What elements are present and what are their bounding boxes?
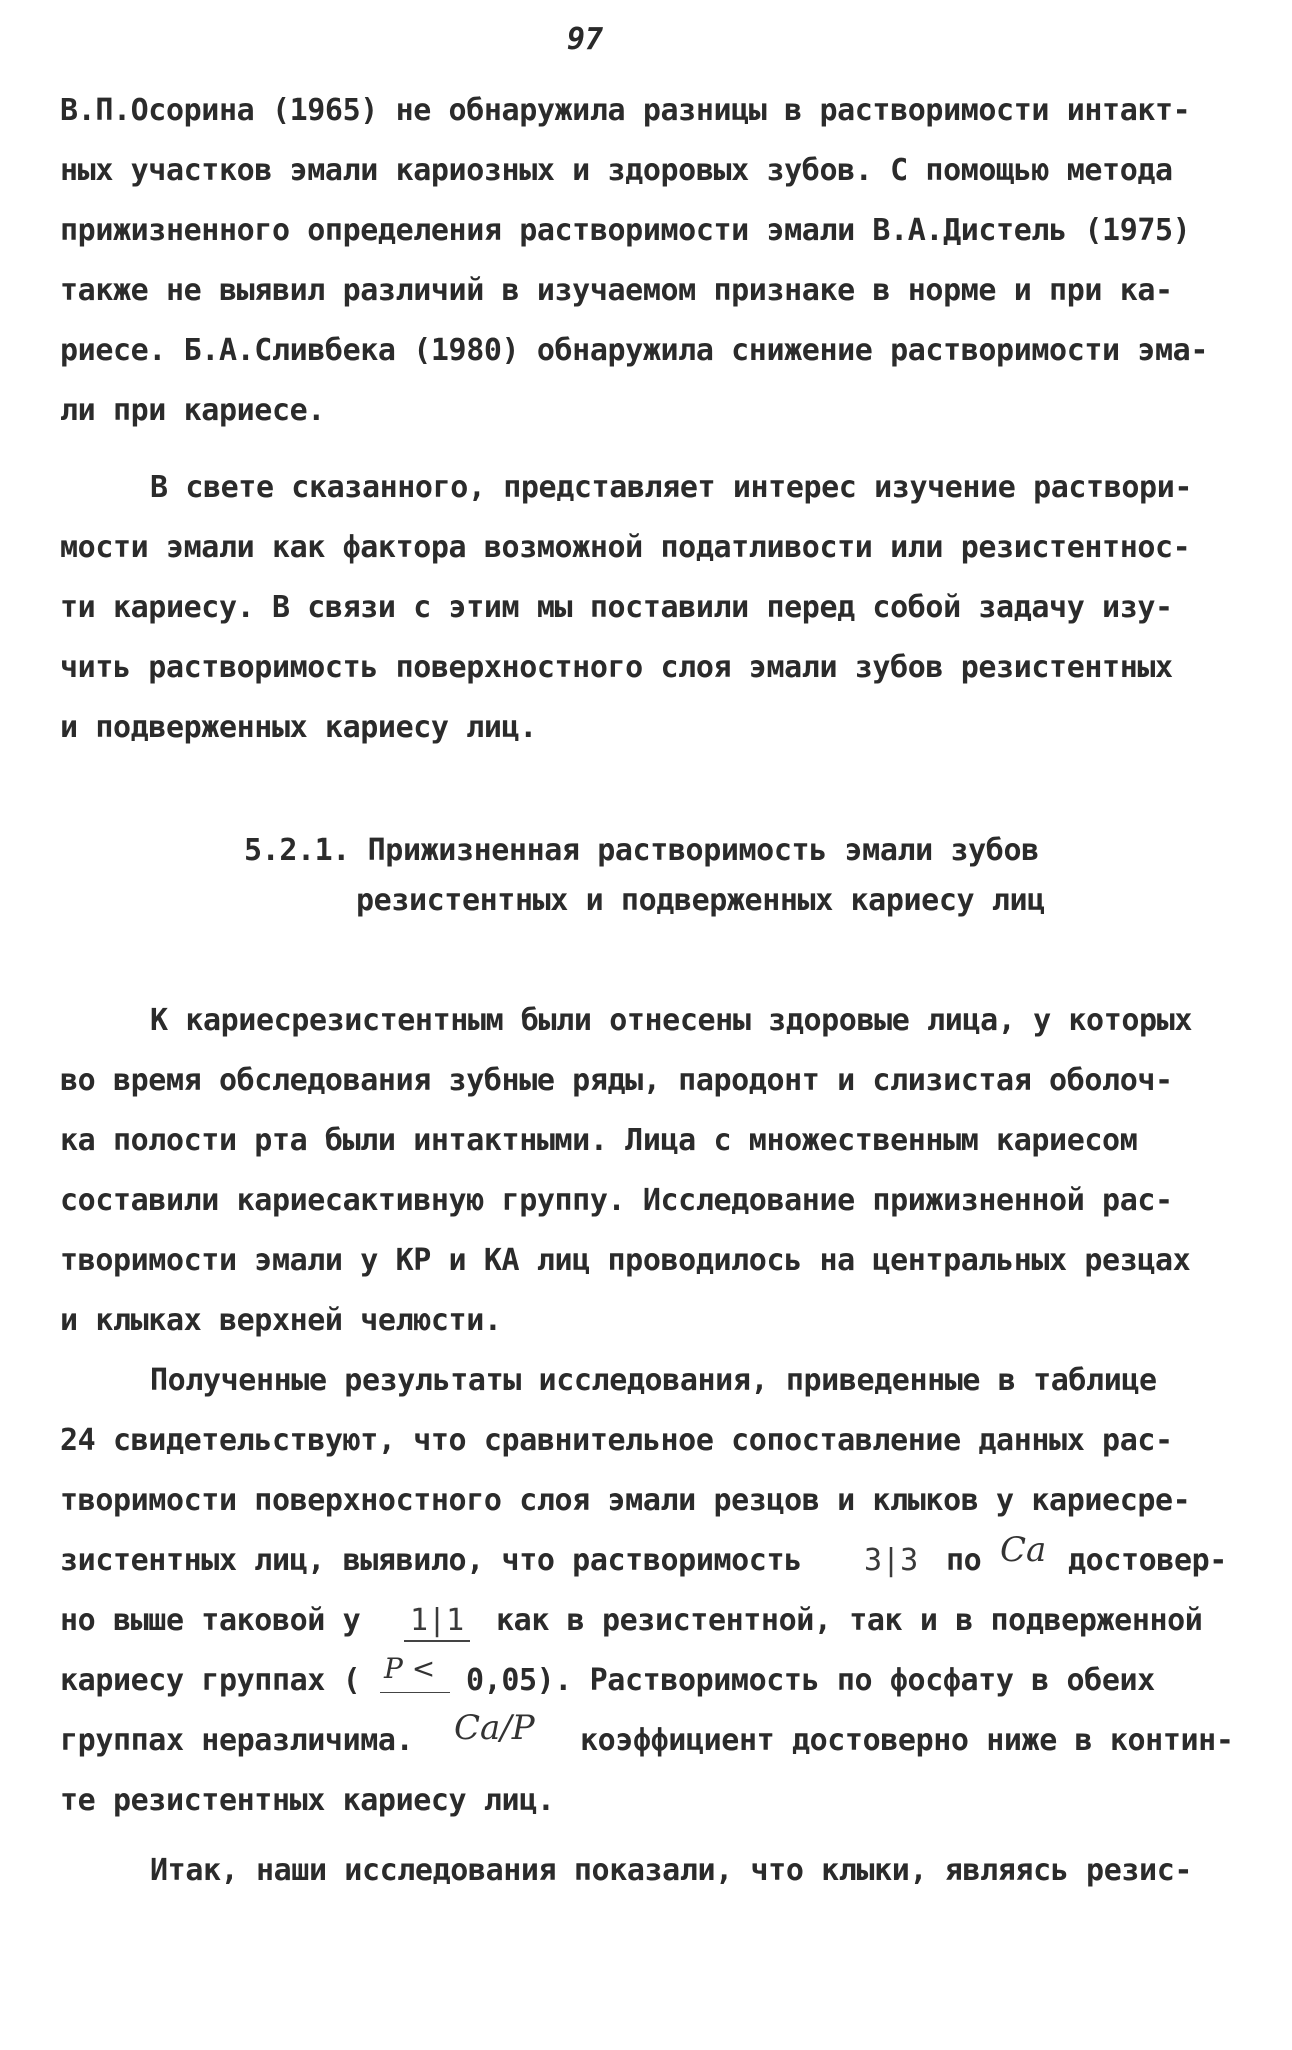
paragraph-1-line: В.П.Осорина (1965) не обнаружила разницы в растворимости интакт- [60,93,1191,128]
paragraph-2-line: В свете сказанного, представляет интерес изучение раствори- [150,470,1193,505]
paragraph-5-line: Итак, наши исследования показали, что клыки, являясь резис- [150,1853,1193,1888]
handwritten-ca: Ca [1000,1530,1047,1570]
paragraph-1-line: риесе. Б.А.Сливбека (1980) обнаружила снижение растворимости эма- [60,333,1208,368]
paragraph-3-line: К кариесрезистентным были отнесены здоровые лица, у которых [150,1003,1193,1038]
paragraph-4-line: группах неразличима. [60,1723,414,1758]
paragraph-4-line: те резистентных кариесу лиц. [60,1783,555,1818]
paragraph-2-line: и подверженных кариесу лиц. [60,710,537,745]
paragraph-4-word: по [946,1543,982,1578]
paragraph-3-line: ка полости рта были интактными. Лица с множественным кариесом [60,1123,1138,1158]
formula-underline [404,1640,470,1642]
paragraph-4-line-end: достовер- [1068,1543,1227,1578]
paragraph-2-line: чить растворимость поверхностного слоя эмали зубов резистентных [60,650,1173,685]
section-heading-line-2: резистентных и подверженных кариесу лиц [356,883,1045,918]
paragraph-1-line: ных участков эмали кариозных и здоровых зубов. С помощью метода [60,153,1173,188]
paragraph-1-line: ли при кариесе. [60,393,325,428]
paragraph-4-line: Полученные результаты исследования, приведенные в таблице [150,1363,1157,1398]
paragraph-4-line-end: 0,05). Растворимость по фосфату в обеих [466,1663,1155,1698]
tooth-formula: 3|3 [864,1543,919,1578]
paragraph-4-line: зистентных лиц, выявило, что растворимость [60,1543,802,1578]
paragraph-4-line-end: как в резистентной, так и в подверженной [496,1603,1203,1638]
paragraph-2-line: ти кариесу. В связи с этим мы поставили перед собой задачу изу- [60,590,1173,625]
paragraph-3-line: составили кариесактивную группу. Исследование прижизненной рас- [60,1183,1173,1218]
paragraph-4-line: творимости поверхностного слоя эмали резцов и клыков у кариесре- [60,1483,1191,1518]
paragraph-1-line: также не выявил различий в изучаемом признаке в норме и при ка- [60,273,1173,308]
paragraph-4-line-end: коэффициент достоверно ниже в контин- [580,1723,1234,1758]
page-number: 97 [566,22,604,57]
paragraph-3-line: творимости эмали у КР и КА лиц проводилось на центральных резцах [60,1243,1191,1278]
tooth-formula: 1|1 [410,1603,465,1638]
paragraph-4-line: кариесу группах ( [60,1663,361,1698]
section-heading-line-1: 5.2.1. Прижизненная растворимость эмали зубов [244,833,1039,868]
paragraph-1-line: прижизненного определения растворимости эмали В.А.Дистель (1975) [60,213,1191,248]
paragraph-4-line: но выше таковой у [60,1603,361,1638]
paragraph-4-line: 24 свидетельствуют, что сравнительное сопоставление данных рас- [60,1423,1173,1458]
paragraph-3-line: и клыках верхней челюсти. [60,1303,502,1338]
paragraph-3-line: во время обследования зубные ряды, пародонт и слизистая оболоч- [60,1063,1173,1098]
handwritten-ca-p: Ca/P [454,1708,535,1748]
paragraph-2-line: мости эмали как фактора возможной податливости или резистентнос- [60,530,1191,565]
handwritten-p-less: P < [384,1652,436,1685]
handwritten-underline [380,1692,450,1693]
